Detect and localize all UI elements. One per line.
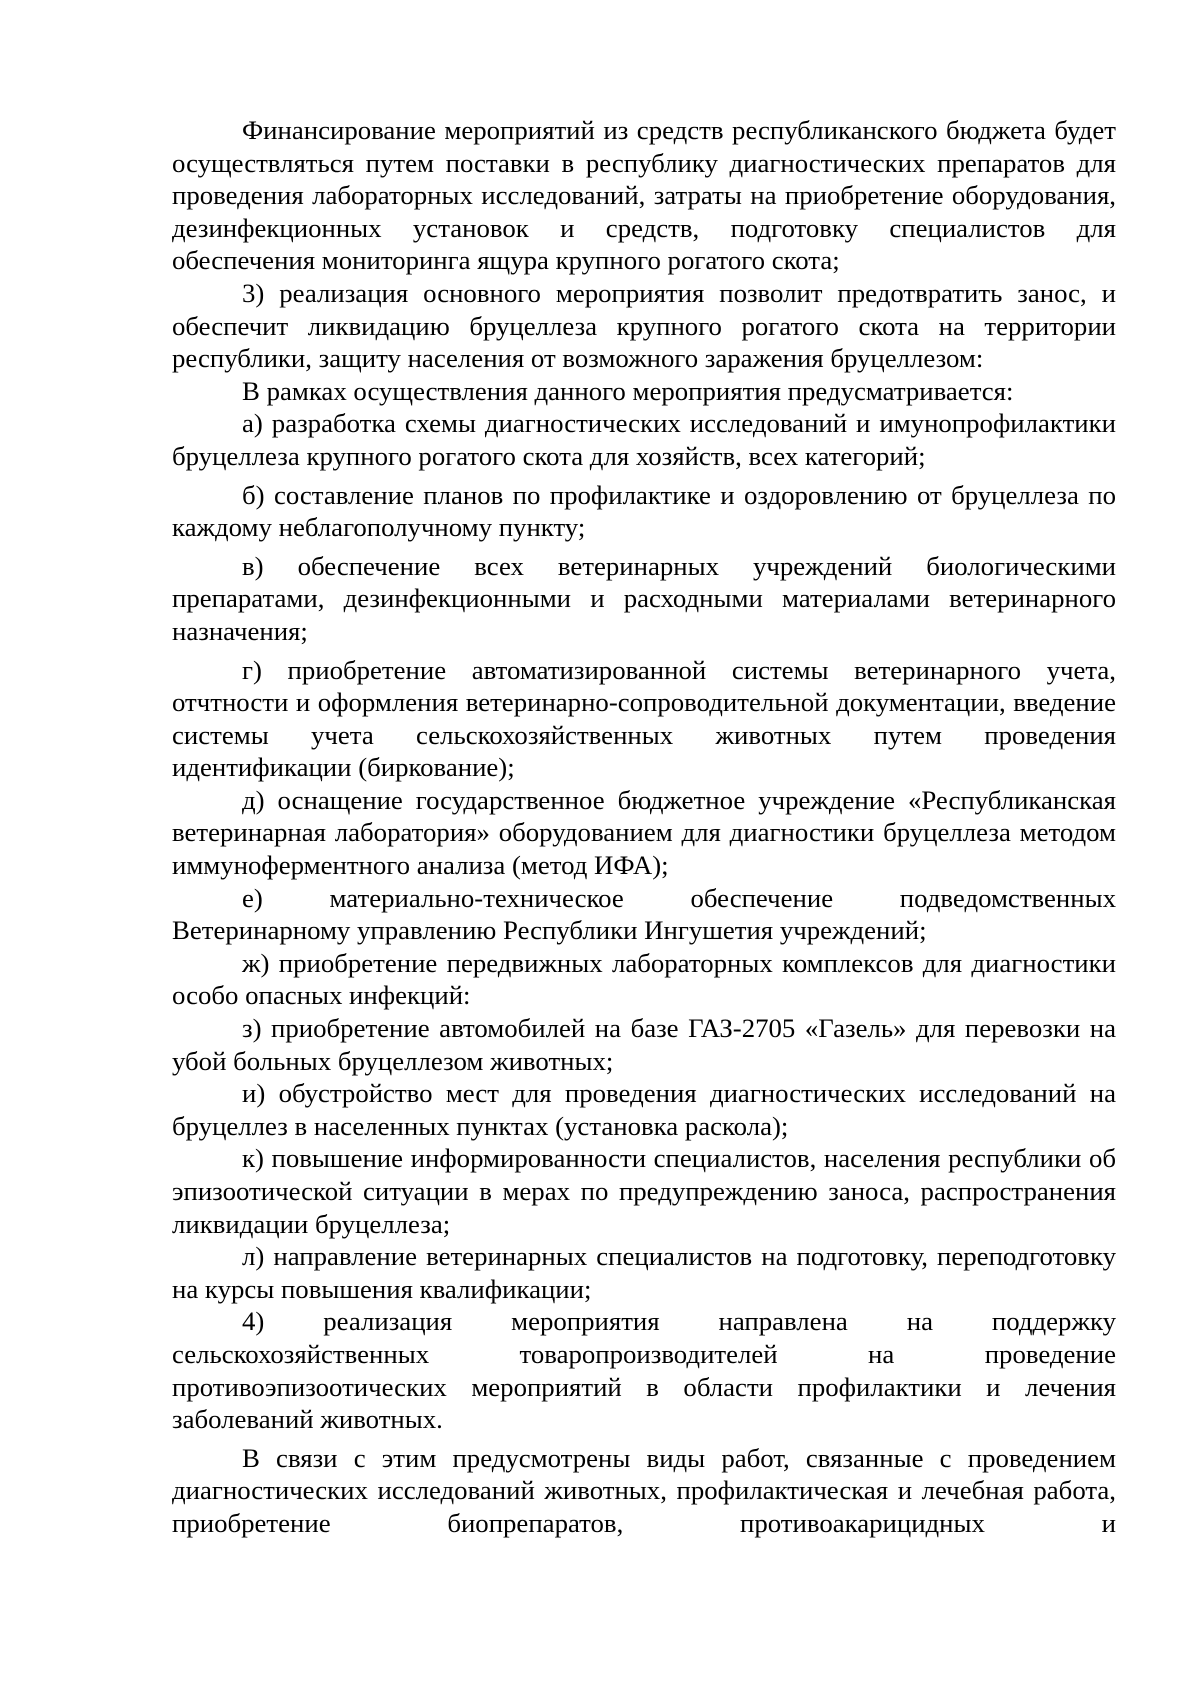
paragraph-intro: В рамках осуществления данного мероприятия предусматривается: — [242, 375, 1014, 406]
paragraph-item-zh: ж) приобретение передвижных лабораторных комплексов для диагностики особо опасных инфекций: — [172, 947, 1116, 1011]
paragraph-item-z: з) приобретение автомобилей на базе ГАЗ-2705 «Газель» для перевозки на убой больных бруцеллезом животных; — [172, 1013, 1116, 1076]
paragraph-financing: Финансирование мероприятий из средств республиканского бюджета будет осуществляться путем поставки в республику диагностических препаратов для проведения лабораторных исследований, затраты на приобретение оборудования, дезинфекционных установок и средств, подготовку специалистов для обеспечения мониторинга ящура крупного рогатого скота; — [172, 115, 1116, 276]
paragraph-item-i: и) обустройство мест для проведения диагностических исследований на бруцеллез в населенных пунктах (установка раскола); — [172, 1078, 1116, 1141]
paragraph-item-3: 3) реализация основного мероприятия позволит предотвратить занос, и обеспечит ликвидацию бруцеллеза крупного рогатого скота на территории республики, защиту населения от возможного заражения бруцеллезом: — [172, 277, 1116, 374]
paragraph-work-types: В связи с этим предусмотрены виды работ, связанные с проведением диагностических исследований животных, профилактическая и лечебная работа, приобретение биопрепаратов, противоакарицидных и — [172, 1442, 1116, 1538]
paragraph-item-4: 4) реализация мероприятия направлена на поддержку сельскохозяйственных товаропроизводителей на проведение противоэпизоотических мероприятий в области профилактики и лечения заболеваний животных. — [172, 1306, 1116, 1435]
paragraph-item-a: а) разработка схемы диагностических исследований и имунопрофилактики бруцеллеза крупного рогатого скота для хозяйств, всех категорий; — [172, 408, 1116, 471]
paragraph-item-g: г) приобретение автоматизированной системы ветеринарного учета, отчтности и оформления ветеринарно-сопроводительной документации, введение системы учета сельскохозяйственных животных путем проведения идентификации (биркование); — [172, 654, 1116, 783]
paragraph-item-v: в) обеспечение всех ветеринарных учреждений биологическими препаратами, дезинфекционными и расходными материалами ветеринарного назначения; — [172, 550, 1116, 646]
paragraph-item-e: е) материально-техническое обеспечение подведомственных Ветеринарному управлению Республики Ингушетия учреждений; — [172, 882, 1116, 946]
document-body — [172, 114, 1116, 1540]
paragraph-item-b: б) составление планов по профилактике и оздоровлению от бруцеллеза по каждому неблагополучному пункту; — [172, 479, 1116, 543]
paragraph-item-l: л) направление ветеринарных специалистов на подготовку, переподготовку на курсы повышения квалификации; — [172, 1241, 1116, 1304]
paragraph-item-d: д) оснащение государственное бюджетное учреждение «Республиканская ветеринарная лаборатория» оборудованием для диагностики бруцеллеза методом иммуноферментного анализа (метод ИФА); — [172, 784, 1116, 881]
paragraph-item-k: к) повышение информированности специалистов, населения республики об эпизоотической ситуации в мерах по предупреждению заноса, распространения ликвидации бруцеллеза; — [172, 1143, 1116, 1239]
